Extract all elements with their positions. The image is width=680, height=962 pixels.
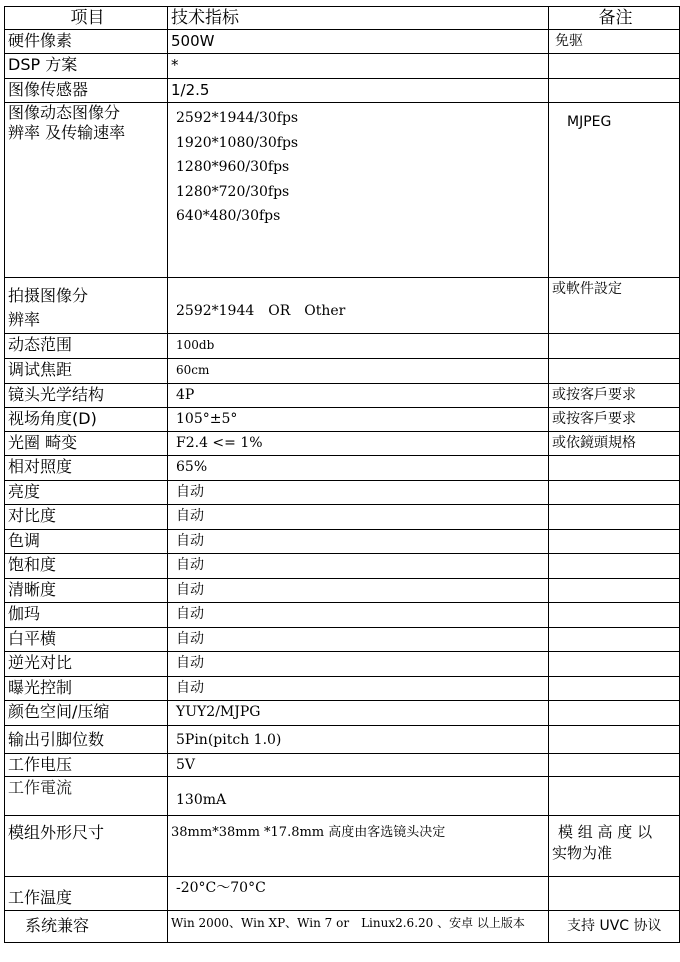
row-note bbox=[549, 677, 680, 701]
row-note bbox=[549, 579, 680, 603]
row-item: 逆光对比 bbox=[5, 652, 168, 677]
resolution-list bbox=[168, 103, 549, 278]
table-row bbox=[5, 54, 680, 79]
table-row bbox=[5, 505, 680, 530]
row-value: 38mm*38mm *17.8mm 高度由客选镜头决定 bbox=[168, 816, 549, 877]
table-row bbox=[5, 408, 680, 432]
row-item: 图像传感器 bbox=[5, 79, 168, 103]
table-row bbox=[5, 911, 680, 943]
row-note bbox=[549, 754, 680, 777]
row-value: 自动 bbox=[168, 554, 549, 579]
row-note bbox=[549, 505, 680, 530]
table-row bbox=[5, 359, 680, 384]
header-spec: 技术指标 bbox=[168, 7, 549, 30]
row-note: 免驱 bbox=[549, 30, 680, 54]
row-item bbox=[5, 278, 168, 334]
table-row bbox=[5, 603, 680, 628]
row-note: 或按客戶要求 bbox=[549, 408, 680, 432]
row-value: 自动 bbox=[168, 677, 549, 701]
row-value: 自动 bbox=[168, 530, 549, 554]
row-item: 曝光控制 bbox=[5, 677, 168, 701]
row-note bbox=[549, 456, 680, 481]
spec-sheet bbox=[4, 6, 680, 943]
resolution-item: 1280*960/30fps bbox=[176, 159, 290, 175]
row-note: 或依鏡頭規格 bbox=[549, 432, 680, 456]
row-value: 60cm bbox=[168, 359, 549, 384]
row-item: 输出引脚位数 bbox=[5, 726, 168, 754]
row-note-line: 模 组 高 度 以 bbox=[558, 823, 653, 841]
row-note bbox=[549, 79, 680, 103]
table-row bbox=[5, 384, 680, 408]
row-note bbox=[549, 726, 680, 754]
table-row bbox=[5, 79, 680, 103]
row-note bbox=[549, 628, 680, 652]
row-item: 颜色空间/压缩 bbox=[5, 701, 168, 726]
row-item: 工作電流 bbox=[5, 777, 168, 816]
row-item: 动态范围 bbox=[5, 334, 168, 359]
row-value: 5Pin(pitch 1.0) bbox=[168, 726, 549, 754]
row-value: 自动 bbox=[168, 481, 549, 505]
table-row bbox=[5, 677, 680, 701]
row-value: 65% bbox=[168, 456, 549, 481]
header-item: 项目 bbox=[5, 7, 168, 30]
table-row bbox=[5, 579, 680, 603]
table-row bbox=[5, 432, 680, 456]
row-item: 伽玛 bbox=[5, 603, 168, 628]
table-row bbox=[5, 816, 680, 877]
row-note bbox=[549, 603, 680, 628]
row-item: 清晰度 bbox=[5, 579, 168, 603]
row-value: F2.4 <= 1% bbox=[168, 432, 549, 456]
table-row bbox=[5, 530, 680, 554]
row-value: 5V bbox=[168, 754, 549, 777]
row-note bbox=[549, 877, 680, 911]
row-item: 饱和度 bbox=[5, 554, 168, 579]
row-note bbox=[549, 652, 680, 677]
row-value: * bbox=[168, 54, 549, 79]
row-item-line: 辨率 及传输速率 bbox=[8, 123, 126, 142]
row-value: Win 2000、Win XP、Win 7 or Linux2.6.20 、安卓 以上版本 bbox=[168, 911, 549, 943]
table-row bbox=[5, 481, 680, 505]
row-item: DSP 方案 bbox=[5, 54, 168, 79]
row-note bbox=[549, 554, 680, 579]
row-item: 系统兼容 bbox=[5, 911, 168, 943]
row-note bbox=[549, 54, 680, 79]
row-note bbox=[549, 701, 680, 726]
row-note bbox=[549, 334, 680, 359]
row-value: 自动 bbox=[168, 579, 549, 603]
row-note: 支持 UVC 协议 bbox=[549, 911, 680, 943]
row-item: 相对照度 bbox=[5, 456, 168, 481]
resolution-item: 1280*720/30fps bbox=[176, 183, 290, 200]
resolution-item: 2592*1944/30fps bbox=[176, 110, 299, 126]
table-row bbox=[5, 701, 680, 726]
row-value: 自动 bbox=[168, 505, 549, 530]
row-value: 105°±5° bbox=[168, 408, 549, 432]
row-value: 自动 bbox=[168, 652, 549, 677]
table-row bbox=[5, 456, 680, 481]
table-row bbox=[5, 777, 680, 816]
row-item: 镜头光学结构 bbox=[5, 384, 168, 408]
table-row bbox=[5, 278, 680, 334]
table-row bbox=[5, 334, 680, 359]
table-row bbox=[5, 877, 680, 911]
row-note-line: 实物为准 bbox=[552, 844, 613, 862]
row-value: 100db bbox=[168, 334, 549, 359]
row-item: 对比度 bbox=[5, 505, 168, 530]
row-item: 光圈 畸变 bbox=[5, 432, 168, 456]
header-note: 备注 bbox=[549, 7, 680, 30]
row-value: 自动 bbox=[168, 603, 549, 628]
row-item-line: 拍摄图像分 bbox=[8, 286, 89, 305]
table-row bbox=[5, 754, 680, 777]
row-note: 或軟件設定 bbox=[549, 278, 680, 334]
row-item: 硬件像素 bbox=[5, 30, 168, 54]
row-item: 白平横 bbox=[5, 628, 168, 652]
table-row-resolutions bbox=[5, 103, 680, 278]
row-note bbox=[549, 816, 680, 877]
resolution-item: 640*480/30fps bbox=[176, 208, 281, 224]
row-value: 500W bbox=[168, 30, 549, 54]
row-value: -20°C～70°C bbox=[168, 877, 549, 911]
row-value: 1/2.5 bbox=[168, 79, 549, 103]
table-row bbox=[5, 628, 680, 652]
row-note bbox=[549, 777, 680, 816]
row-note bbox=[549, 359, 680, 384]
spec-table bbox=[4, 6, 680, 943]
row-item: 调试焦距 bbox=[5, 359, 168, 384]
row-note bbox=[549, 530, 680, 554]
table-row bbox=[5, 726, 680, 754]
row-note: 或按客戶要求 bbox=[549, 384, 680, 408]
row-item-line: 辨率 bbox=[8, 310, 41, 329]
row-value: 130mA bbox=[168, 777, 549, 816]
row-item: 亮度 bbox=[5, 481, 168, 505]
header-row bbox=[5, 7, 680, 30]
row-value: 自动 bbox=[168, 628, 549, 652]
row-item-line: 图像动态图像分 bbox=[8, 103, 121, 122]
row-value: YUY2/MJPG bbox=[168, 701, 549, 726]
row-item: 视场角度(D) bbox=[5, 408, 168, 432]
row-value: 2592*1944 OR Other bbox=[168, 278, 549, 334]
table-row bbox=[5, 30, 680, 54]
table-row bbox=[5, 554, 680, 579]
resolution-item: 1920*1080/30fps bbox=[176, 134, 299, 151]
row-item bbox=[5, 103, 168, 278]
row-item: 模组外形尺寸 bbox=[5, 816, 168, 877]
row-note bbox=[549, 481, 680, 505]
row-item: 色调 bbox=[5, 530, 168, 554]
row-note: MJPEG bbox=[549, 103, 680, 278]
row-item: 工作电压 bbox=[5, 754, 168, 777]
row-value: 4P bbox=[168, 384, 549, 408]
row-item: 工作温度 bbox=[5, 877, 168, 911]
table-row bbox=[5, 652, 680, 677]
